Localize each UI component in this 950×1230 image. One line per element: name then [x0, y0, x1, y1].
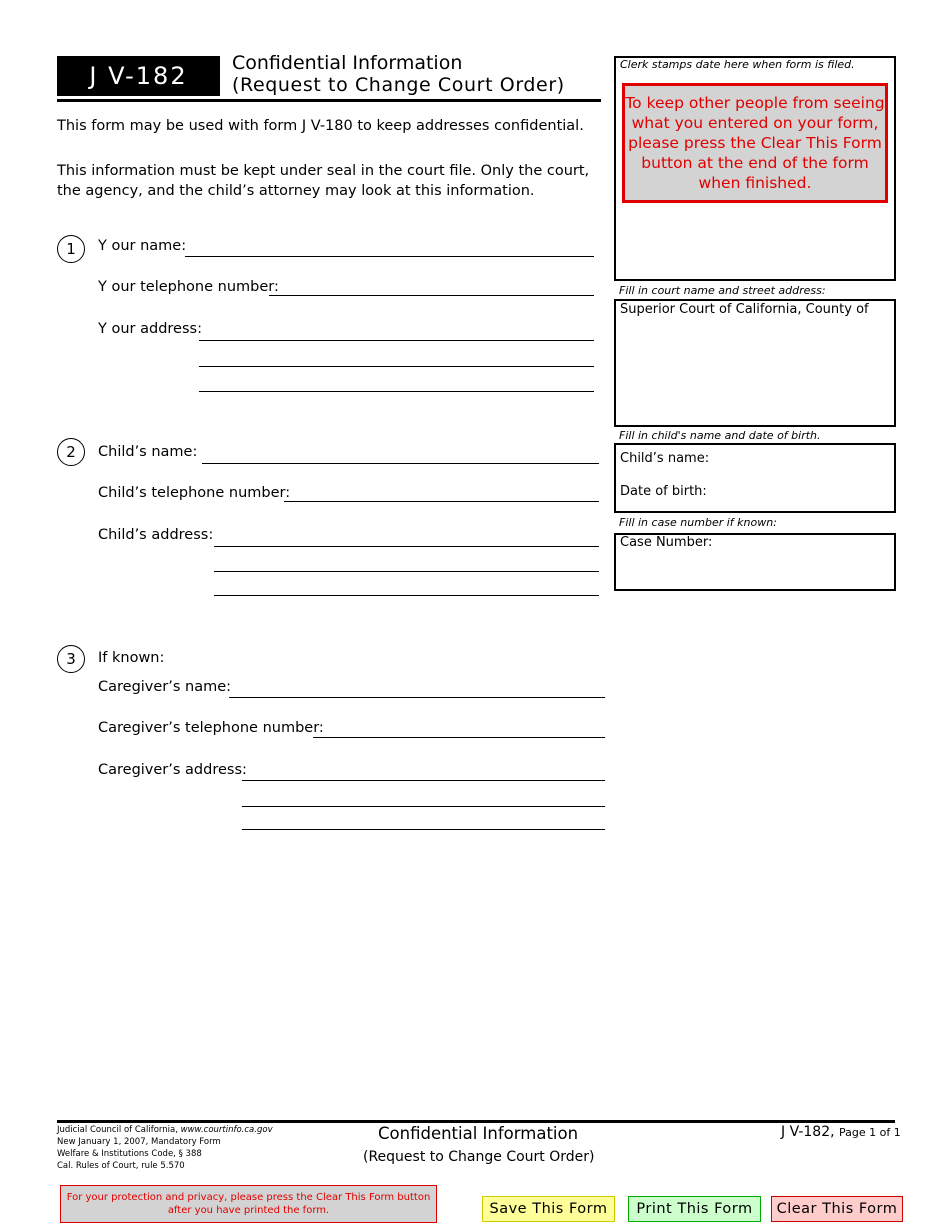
footer-title: Confidential Information — [378, 1124, 579, 1143]
footer-form-id: J V-182, — [781, 1124, 835, 1140]
court-name-text: Superior Court of California, County of — [620, 302, 869, 317]
form-subtitle: (Request to Change Court Order) — [232, 74, 565, 96]
child-name-label: Child’s name: — [98, 444, 198, 460]
child-address-field-2[interactable] — [214, 571, 599, 572]
print-form-button[interactable]: Print This Form — [628, 1196, 761, 1222]
your-address-field-2[interactable] — [199, 366, 594, 367]
caregiver-address-field-2[interactable] — [242, 806, 605, 807]
footer-rule — [57, 1120, 895, 1123]
footer-page-info — [781, 1124, 901, 1140]
save-form-button[interactable]: Save This Form — [482, 1196, 615, 1222]
child-address-field-1[interactable] — [214, 546, 599, 547]
caregiver-address-label: Caregiver’s address: — [98, 762, 247, 778]
footer-url: www.courtinfo.ca.gov — [180, 1125, 273, 1135]
your-address-field-1[interactable] — [199, 340, 594, 341]
court-caption: Fill in court name and street address: — [619, 284, 826, 297]
caregiver-name-label: Caregiver’s name: — [98, 679, 232, 695]
section-2-number: 2 — [57, 438, 85, 466]
footer-code: Welfare & Institutions Code, § 388 — [57, 1149, 202, 1159]
clear-form-warning-text: To keep other people from seeing what you entered on your form, please press the Clear This Form button at the end of the form when finished. — [625, 94, 885, 192]
form-title: Confidential Information — [232, 52, 463, 74]
header-rule — [57, 99, 601, 102]
your-phone-label: Y our telephone number: — [98, 279, 279, 295]
caregiver-name-field[interactable] — [229, 697, 605, 698]
case-number-label: Case Number: — [620, 535, 713, 550]
child-info-caption: Fill in child's name and date of birth. — [619, 429, 821, 442]
if-known-label: If known: — [98, 650, 165, 666]
intro-line-2: This information must be kept under seal in the court file. Only the court, the agency, and the child’s attorney may look at this information. — [57, 163, 590, 199]
footer-page-number: Page 1 of 1 — [839, 1126, 901, 1139]
your-name-label: Y our name: — [98, 238, 187, 254]
footer-rule-ref: Cal. Rules of Court, rule 5.570 — [57, 1161, 185, 1171]
child-info-dob-label: Date of birth: — [620, 484, 707, 499]
child-address-field-3[interactable] — [214, 595, 599, 596]
case-caption: Fill in case number if known: — [619, 516, 777, 529]
footer-subtitle: (Request to Change Court Order) — [363, 1149, 595, 1165]
section-3-number: 3 — [57, 645, 85, 673]
form-id-badge: J V-182 — [57, 56, 220, 96]
section-1-number: 1 — [57, 235, 85, 263]
child-info-name-label: Child’s name: — [620, 451, 710, 466]
child-address-label: Child’s address: — [98, 527, 214, 543]
your-name-field[interactable] — [185, 256, 594, 257]
clerk-stamp-caption: Clerk stamps date here when form is filed. — [620, 58, 855, 71]
footer-citations — [57, 1124, 273, 1172]
child-name-field[interactable] — [202, 463, 599, 464]
caregiver-phone-label: Caregiver’s telephone number: — [98, 720, 324, 736]
intro-line-1: This form may be used with form J V-180 to keep addresses confidential. — [57, 118, 584, 134]
caregiver-address-field-3[interactable] — [242, 829, 605, 830]
your-address-field-3[interactable] — [199, 391, 594, 392]
clear-form-warning — [622, 83, 888, 203]
footer-council: Judicial Council of California, — [57, 1125, 178, 1135]
privacy-notice — [60, 1185, 437, 1223]
child-phone-field[interactable] — [284, 501, 599, 502]
privacy-notice-text: For your protection and privacy, please press the Clear This Form button after you have printed the form. — [66, 1192, 431, 1216]
your-address-label: Y our address: — [98, 321, 202, 337]
clear-form-button[interactable]: Clear This Form — [771, 1196, 903, 1222]
footer-new-date: New January 1, 2007, Mandatory Form — [57, 1137, 221, 1147]
caregiver-address-field-1[interactable] — [242, 780, 605, 781]
child-phone-label: Child’s telephone number: — [98, 485, 291, 501]
caregiver-phone-field[interactable] — [313, 737, 605, 738]
your-phone-field[interactable] — [269, 295, 594, 296]
court-address-box[interactable] — [614, 299, 896, 427]
